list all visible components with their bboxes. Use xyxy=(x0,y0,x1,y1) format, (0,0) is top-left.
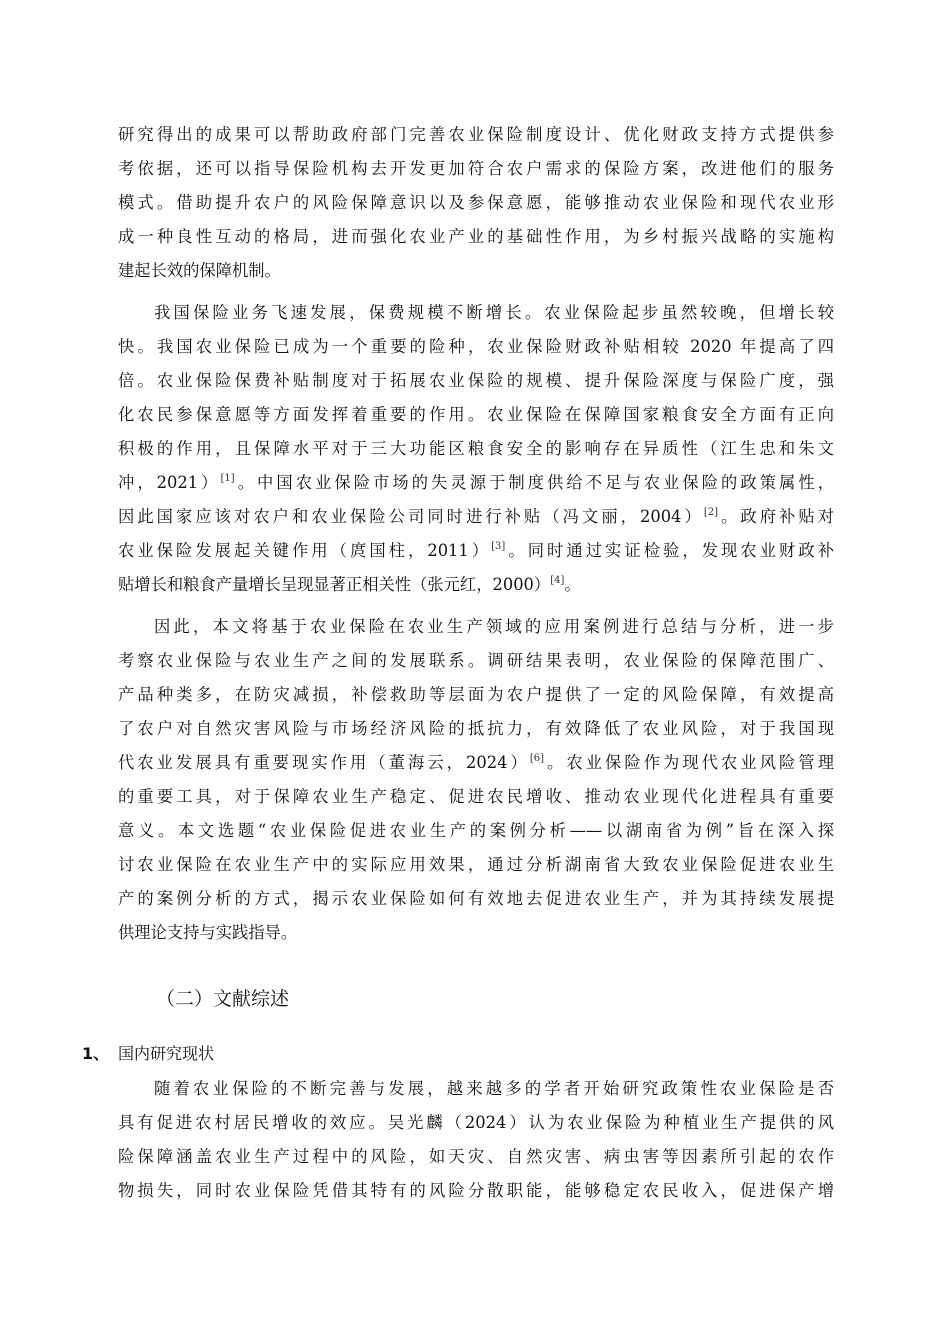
subsection-number: 1、 xyxy=(82,1044,110,1063)
citation-ref[interactable]: [3] xyxy=(491,541,506,552)
text-line: 产的案例分析的方式，揭示农业保险如何有效地去促进农业生产，并为其持续发展提 xyxy=(118,889,834,908)
text-line: 化农民参保意愿等方面发挥着重要的作用。农业保险在保障国家粮食安全方面有正向 xyxy=(118,405,834,424)
section-heading: （二）文献综述 xyxy=(156,988,290,1010)
citation-ref[interactable]: [1] xyxy=(220,473,235,484)
text-span: 。农业保险作为现代农业风险管理 xyxy=(544,753,834,772)
text-line: 倍。农业保险保费补贴制度对于拓展农业保险的规模、提升保险深度与保险广度，强 xyxy=(118,371,834,390)
citation-ref[interactable]: [6] xyxy=(529,753,544,764)
text-line: 建起长效的保障机制。 xyxy=(118,261,281,280)
text-line: 成一种良性互动的格局，进而强化农业产业的基础性作用，为乡村振兴战略的实施构 xyxy=(118,227,834,246)
text-span: 贴增长和粮食产量增长呈现显著正相关性（张元红，2000） xyxy=(118,575,551,594)
text-line: 因此，本文将基于农业保险在农业生产领域的应用案例进行总结与分析，进一步 xyxy=(154,617,834,636)
text-line xyxy=(118,568,834,602)
text-line: 考依据，还可以指导保险机构去开发更加符合农户需求的保险方案，改进他们的服务 xyxy=(118,159,834,178)
text-span: 因此国家应该对农户和农业保险公司同时进行补贴（冯文丽，2004） xyxy=(118,507,704,526)
text-line xyxy=(118,500,834,534)
text-line: 产品种类多，在防灾减损，补偿救助等层面为农户提供了一定的风险保障，有效提高 xyxy=(118,685,834,704)
text-line: 供理论支持与实践指导。 xyxy=(118,923,298,942)
text-line xyxy=(118,534,834,568)
text-line: 讨农业保险在农业生产中的实际应用效果，通过分析湖南省大致农业保险促进农业生 xyxy=(118,855,834,874)
text-span: 。 xyxy=(564,575,581,594)
subsection-heading xyxy=(82,1040,214,1068)
text-line: 我国保险业务飞速发展，保费规模不断增长。农业保险起步虽然较晚，但增长较 xyxy=(154,303,834,322)
text-span: 。政府补贴对 xyxy=(717,507,834,526)
text-line xyxy=(118,746,834,780)
text-line: 模式。借助提升农户的风险保障意识以及参保意愿，能够推动农业保险和现代农业形 xyxy=(118,193,834,212)
text-line: 积极的作用，且保障水平对于三大功能区粮食安全的影响存在异质性（江生忠和朱文 xyxy=(118,439,834,458)
text-line: 意义。本文选题“农业保险促进农业生产的案例分析——以湖南省为例”旨在深入探 xyxy=(118,821,834,840)
text-line: 考察农业保险与农业生产之间的发展联系。调研结果表明，农业保险的保障范围广、 xyxy=(118,651,834,670)
text-line: 的重要工具，对于保障农业生产稳定、促进农民增收、推动农业现代化进程具有重要 xyxy=(118,787,834,806)
text-line: 随着农业保险的不断完善与发展，越来越多的学者开始研究政策性农业保险是否 xyxy=(154,1079,834,1098)
text-span: 农业保险发展起关键作用（庹国柱，2011） xyxy=(118,541,492,560)
text-line xyxy=(118,466,834,500)
text-line: 险保障涵盖农业生产过程中的风险，如天灾、自然灾害、病虫害等因素所引起的农作 xyxy=(118,1147,834,1166)
text-line: 了农户对自然灾害风险与市场经济风险的抵抗力，有效降低了农业风险，对于我国现 xyxy=(118,719,834,738)
text-line: 快。我国农业保险已成为一个重要的险种，农业保险财政补贴相较 2020 年提高了四 xyxy=(118,337,834,356)
text-line: 物损失，同时农业保险凭借其特有的风险分散职能，能够稳定农民收入，促进保产增 xyxy=(118,1181,834,1200)
text-line: 具有促进农村居民增收的效应。吴光麟（2024）认为农业保险为种植业生产提供的风 xyxy=(118,1113,834,1132)
text-line: 研究得出的成果可以帮助政府部门完善农业保险制度设计、优化财政支持方式提供参 xyxy=(118,125,834,144)
text-span: 冲，2021） xyxy=(118,473,221,492)
citation-ref[interactable]: [4] xyxy=(550,575,565,586)
text-span: 。同时通过实证检验，发现农业财政补 xyxy=(505,541,834,560)
citation-ref[interactable]: [2] xyxy=(703,507,718,518)
text-span: 代农业发展具有重要现实作用（董海云，2024） xyxy=(118,753,530,772)
subsection-title: 国内研究现状 xyxy=(118,1044,215,1063)
text-span: 。中国农业保险市场的失灵源于制度供给不足与农业保险的政策属性， xyxy=(234,473,834,492)
